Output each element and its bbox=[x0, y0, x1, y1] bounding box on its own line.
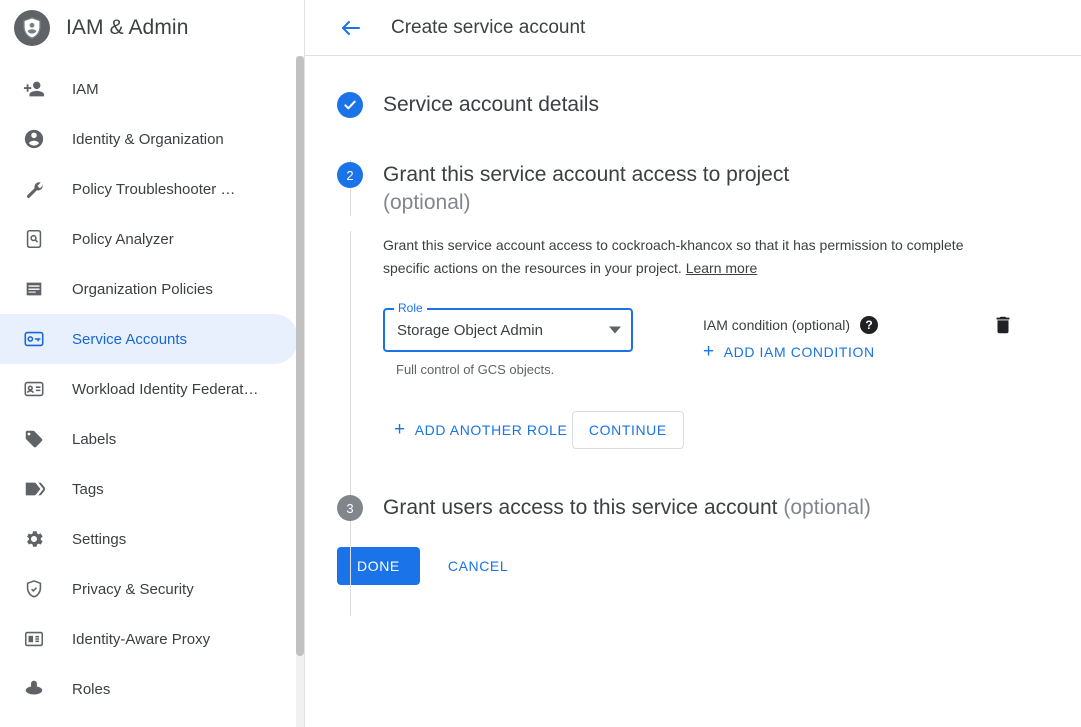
role-select-label: Role bbox=[394, 301, 427, 315]
sidebar-scrollbar-thumb[interactable] bbox=[296, 56, 304, 656]
role-select-value: Storage Object Admin bbox=[397, 321, 543, 339]
step2-title: Grant this service account access to project bbox=[383, 163, 790, 186]
page-title: Create service account bbox=[391, 16, 586, 38]
tag-icon bbox=[22, 427, 46, 451]
step1-title: Service account details bbox=[383, 93, 599, 116]
sidebar-item-service-accounts[interactable] bbox=[0, 314, 298, 364]
sidebar-item-label: Service Accounts bbox=[72, 330, 188, 348]
list-document-icon bbox=[22, 277, 46, 301]
sidebar-item-label: Organization Policies bbox=[72, 280, 213, 298]
step2-marker: 2 bbox=[337, 162, 363, 188]
sidebar-item-label: Workload Identity Federat… bbox=[72, 380, 259, 398]
sidebar-item-label: Identity & Organization bbox=[72, 130, 224, 148]
sidebar-item-roles[interactable] bbox=[0, 664, 304, 714]
shield-person-icon bbox=[14, 10, 50, 46]
account-circle-icon bbox=[22, 127, 46, 151]
sidebar-item-settings[interactable] bbox=[0, 514, 304, 564]
page-header bbox=[305, 0, 1081, 56]
sidebar-header bbox=[0, 0, 304, 56]
sidebar-item-label: Labels bbox=[72, 430, 117, 448]
step-grant-access bbox=[305, 162, 1081, 449]
role-field-group bbox=[383, 301, 633, 377]
continue-button[interactable]: CONTINUE bbox=[572, 411, 684, 449]
sidebar-item-organization-policies[interactable] bbox=[0, 264, 304, 314]
proxy-icon bbox=[22, 627, 46, 651]
wrench-icon bbox=[22, 177, 46, 201]
sidebar-item-label: Tags bbox=[72, 480, 104, 498]
add-iam-condition-button[interactable] bbox=[703, 341, 875, 362]
sidebar-item-label: Policy Troubleshooter … bbox=[72, 180, 236, 198]
gear-icon bbox=[22, 527, 46, 551]
learn-more-link[interactable]: Learn more bbox=[685, 260, 758, 276]
iam-condition-label: IAM condition (optional) bbox=[703, 317, 851, 333]
add-iam-condition-label: ADD IAM CONDITION bbox=[723, 344, 875, 360]
step3-subtitle: (optional) bbox=[783, 496, 871, 519]
sidebar-item-labels[interactable] bbox=[0, 414, 304, 464]
sidebar bbox=[0, 0, 305, 727]
id-card-icon bbox=[22, 377, 46, 401]
plus-icon: + bbox=[394, 419, 406, 440]
sidebar-item-label: Policy Analyzer bbox=[72, 230, 174, 248]
trash-icon[interactable] bbox=[992, 314, 1016, 338]
step2-description-text: Grant this service account access to cockroach-khancox so that it has permission to complete specific actions on the resources in your project. bbox=[383, 237, 964, 276]
role-select[interactable] bbox=[383, 301, 633, 352]
add-another-role-button[interactable] bbox=[394, 419, 568, 440]
arrow-back-icon[interactable] bbox=[339, 16, 363, 40]
role-row bbox=[383, 301, 1051, 377]
step3-title bbox=[383, 495, 1051, 521]
step3-marker: 3 bbox=[337, 495, 363, 521]
iam-condition-group bbox=[703, 308, 878, 362]
sidebar-item-iam[interactable] bbox=[0, 64, 304, 114]
sidebar-item-label: Roles bbox=[72, 680, 111, 698]
sidebar-item-workload-identity-federation[interactable] bbox=[0, 364, 304, 414]
wizard-content bbox=[305, 56, 1081, 585]
plus-icon: + bbox=[703, 341, 715, 362]
sidebar-scrollbar[interactable] bbox=[296, 56, 304, 727]
sidebar-item-label: Privacy & Security bbox=[72, 580, 194, 598]
step2-description bbox=[383, 234, 983, 280]
sidebar-item-policy-troubleshooter[interactable] bbox=[0, 164, 304, 214]
step3-title-text: Grant users access to this service account bbox=[383, 496, 778, 519]
main-panel bbox=[305, 0, 1081, 727]
tags-icon bbox=[22, 477, 46, 501]
sidebar-item-label: Settings bbox=[72, 530, 127, 548]
done-button[interactable]: DONE bbox=[337, 547, 420, 585]
chevron-down-icon[interactable] bbox=[609, 327, 621, 334]
badge-key-icon bbox=[22, 327, 46, 351]
help-icon[interactable]: ? bbox=[860, 316, 878, 334]
sidebar-item-identity-organization[interactable] bbox=[0, 114, 304, 164]
sidebar-item-tags[interactable] bbox=[0, 464, 304, 514]
step-service-account-details[interactable] bbox=[305, 92, 1081, 118]
iam-condition-header bbox=[703, 316, 878, 334]
check-icon bbox=[337, 92, 363, 118]
add-another-role-label: ADD ANOTHER ROLE bbox=[414, 422, 568, 438]
wizard-footer bbox=[337, 547, 1081, 585]
sidebar-nav bbox=[0, 56, 304, 714]
hat-icon bbox=[22, 677, 46, 701]
sidebar-item-label: IAM bbox=[72, 80, 99, 98]
sidebar-title: IAM & Admin bbox=[66, 16, 189, 39]
person-add-icon bbox=[22, 77, 46, 101]
sidebar-item-policy-analyzer[interactable] bbox=[0, 214, 304, 264]
sidebar-item-privacy-security[interactable] bbox=[0, 564, 304, 614]
shield-icon bbox=[22, 577, 46, 601]
sidebar-item-label: Identity-Aware Proxy bbox=[72, 630, 211, 648]
step-grant-users-access[interactable] bbox=[305, 495, 1081, 521]
document-search-icon bbox=[22, 227, 46, 251]
step2-subtitle: (optional) bbox=[383, 191, 471, 214]
cancel-button[interactable]: CANCEL bbox=[436, 547, 520, 585]
sidebar-item-identity-aware-proxy[interactable] bbox=[0, 614, 304, 664]
role-helper-text: Full control of GCS objects. bbox=[396, 362, 555, 377]
